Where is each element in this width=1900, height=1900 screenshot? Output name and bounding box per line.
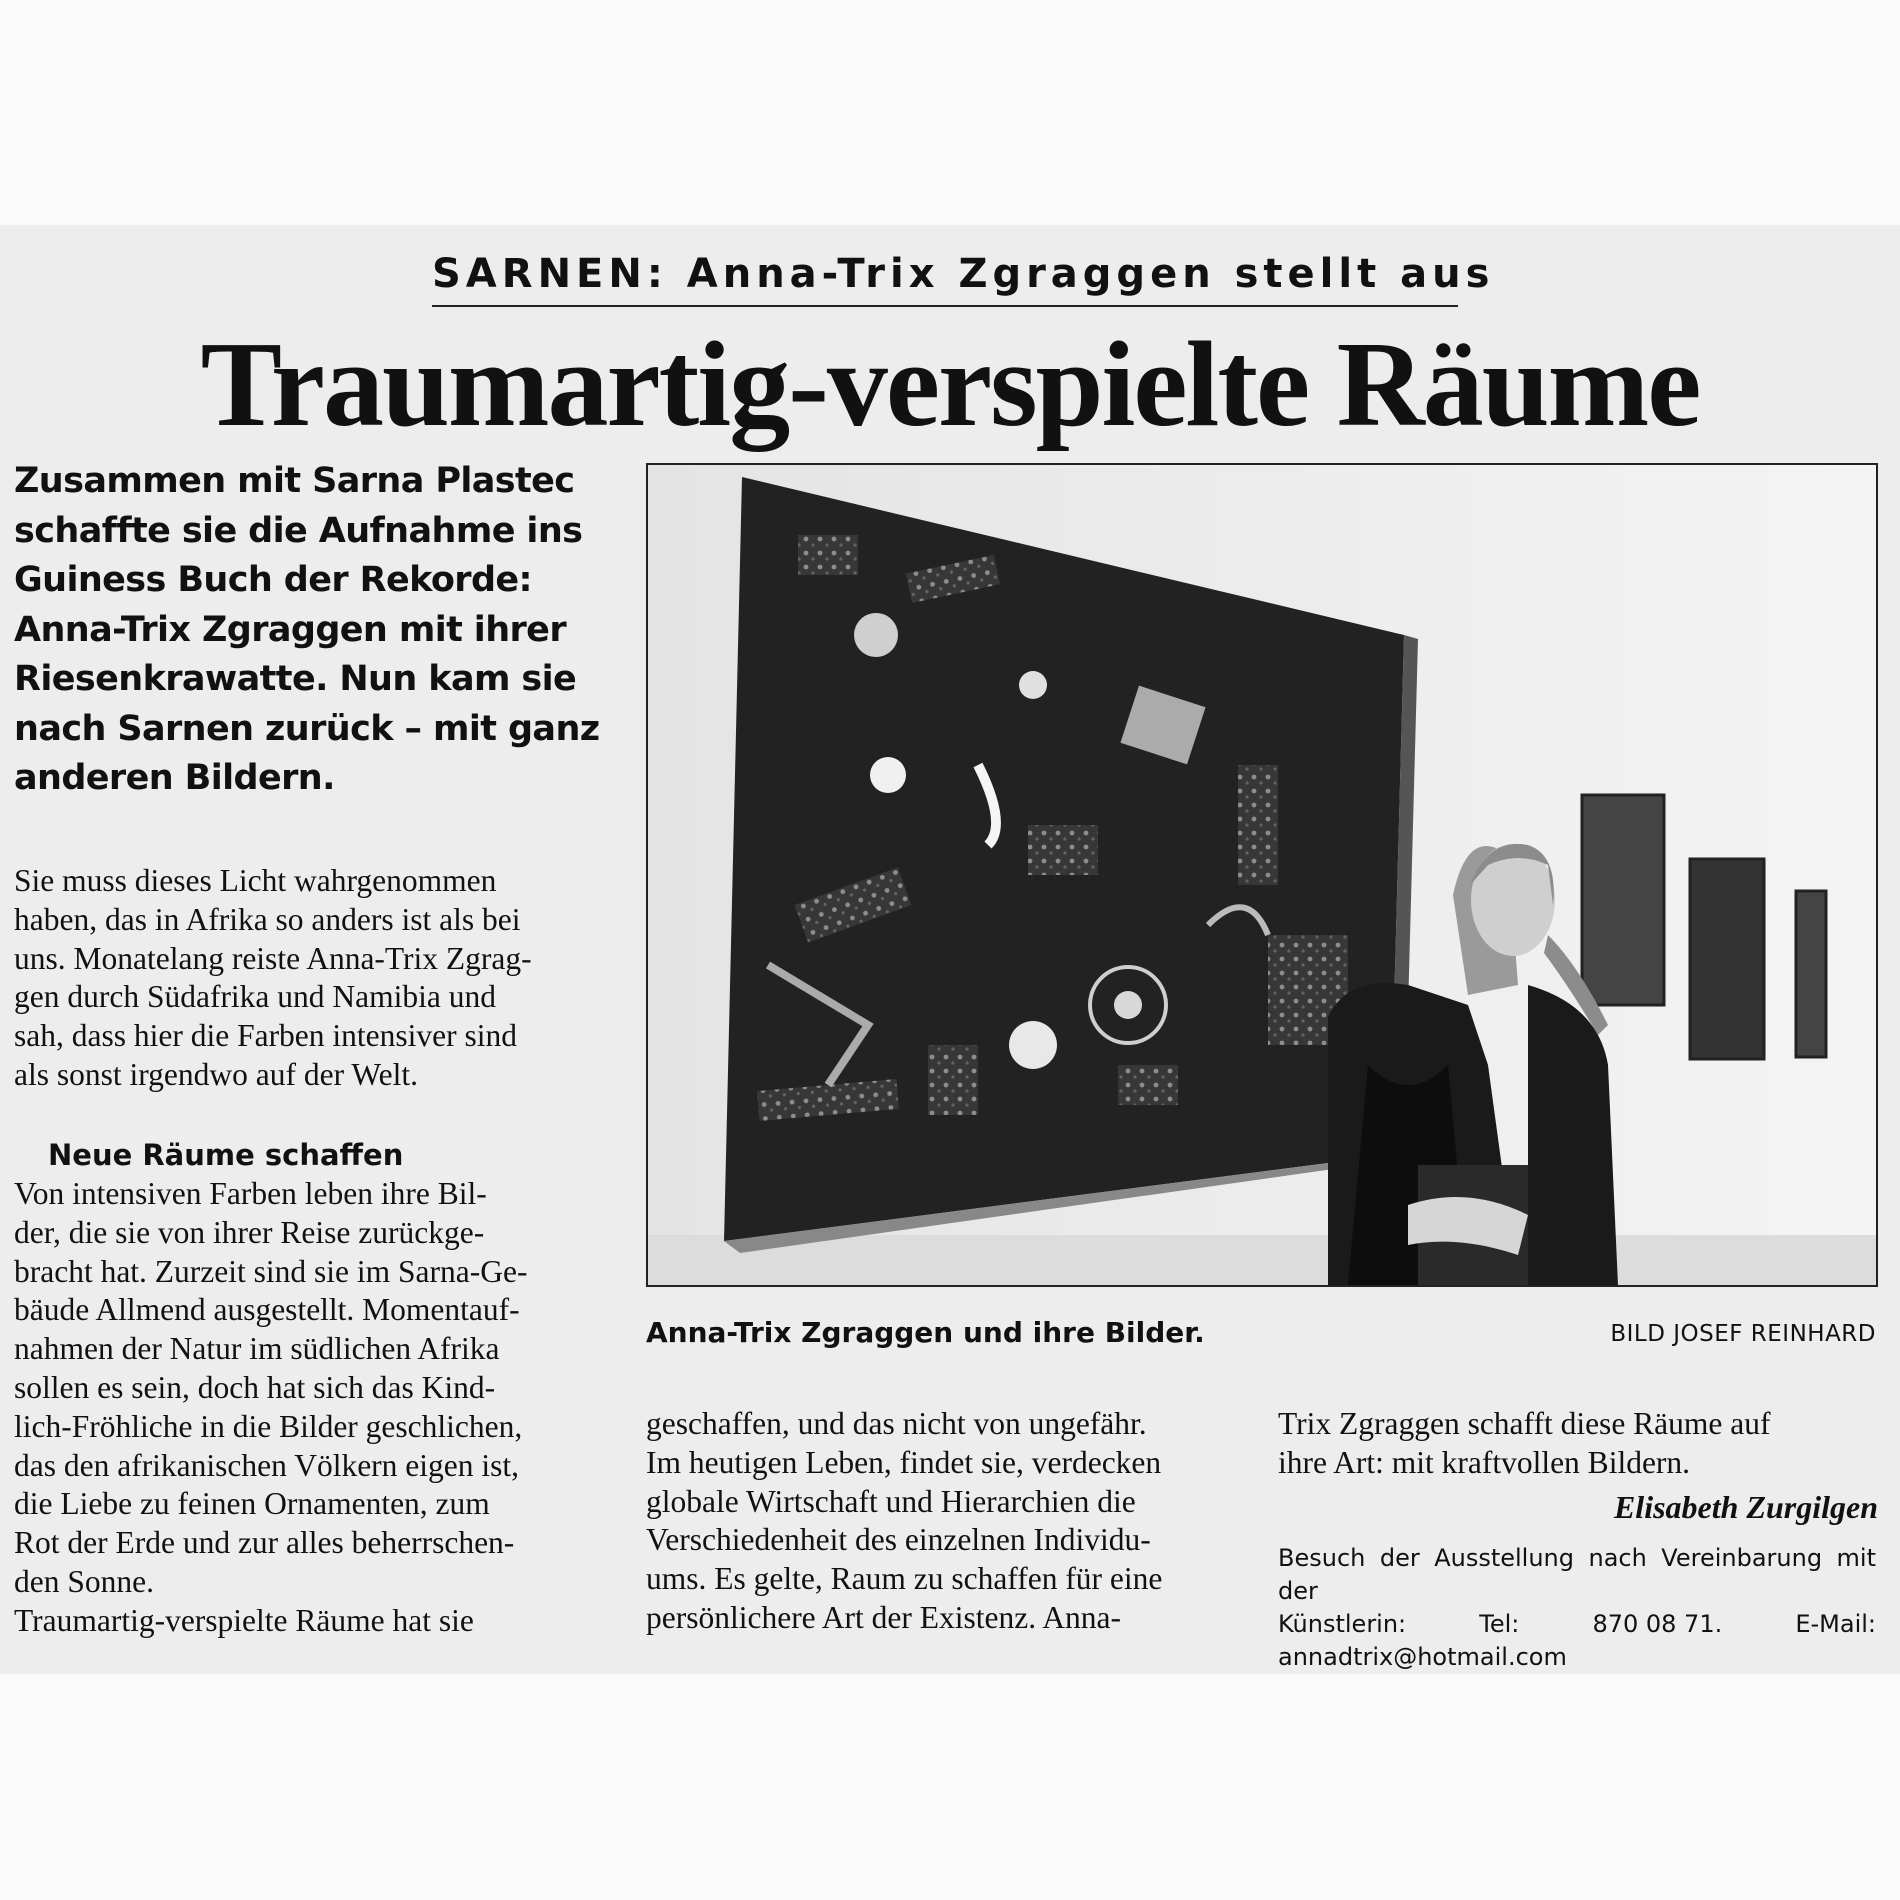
- contact-phone-line: [1278, 1608, 1876, 1641]
- contact-line: Besuch der Ausstellung nach Vereinbarung mit der: [1278, 1544, 1876, 1605]
- body-column-2: geschaffen, und das nicht von ungefähr. Im heutigen Leben, findet sie, verdecken globale Wirtschaft und Hierarchien die Verschiedenheit des einzelnen Individu- ums. Es gelte, Raum zu schaffen für eine persönlichere Art der Existenz. Anna-: [646, 1406, 1163, 1635]
- lead-paragraph: Zusammen mit Sarna Plastec schaffte sie die Aufnahme ins Guiness Buch der Rekorde: Anna-Trix Zgraggen mit ihrer Riesenkrawatte. Nun kam sie nach Sarnen zurück – mit ganz anderen Bildern.: [14, 461, 600, 798]
- headline: Traumartig-verspielte Räume: [200, 317, 1700, 452]
- photo-credit: BILD JOSEF REINHARD: [1610, 1321, 1876, 1347]
- photo-caption: Anna-Trix Zgraggen und ihre Bilder.: [646, 1316, 1205, 1349]
- intro-paragraph: Sie muss dieses Licht wahrgenommen haben, das in Afrika so anders ist als bei uns. Monatelang reiste Anna-Trix Zgrag- gen durch Südafrika und Namibia und sah, dass hier die Farben intensiver sind als sonst irgendwo auf der Welt.: [14, 863, 532, 1092]
- article-photo: [646, 463, 1878, 1287]
- photo-illustration: [648, 465, 1876, 1285]
- tel-label: Tel:: [1479, 1610, 1520, 1638]
- email-address: annadtrix@hotmail.com: [1278, 1643, 1567, 1671]
- email-label: E-Mail:: [1795, 1610, 1876, 1638]
- contact-info: [1278, 1542, 1876, 1674]
- phone-number: 870 08 71.: [1592, 1610, 1723, 1638]
- body-column-1: Von intensiven Farben leben ihre Bil- der, die sie von ihrer Reise zurückge- bracht hat. Zurzeit sind sie im Sarna-Ge- bäude Allmend ausgestellt. Momentauf- nahmen der Natur im südlichen Afrika sollen es sein, doch hat sich das Kind- lich-Fröhliche in die Bilder geschlichen, das den afrikanischen Völkern eigen ist, die Liebe zu feinen Ornamenten, zum Rot der Erde und zur alles beherrschen- den Sonne. Traumartig-verspielte Räume hat sie: [14, 1176, 528, 1638]
- small-painting: [1796, 891, 1826, 1057]
- subheading: Neue Räume schaffen: [48, 1138, 404, 1172]
- small-painting: [1690, 859, 1764, 1059]
- kicker-line: SARNEN: Anna-Trix Zgraggen stellt aus: [432, 243, 1458, 307]
- author-byline: Elisabeth Zurgilgen: [1613, 1489, 1878, 1525]
- body-column-3: Trix Zgraggen schafft diese Räume auf ihre Art: mit kraftvollen Bildern.: [1278, 1406, 1771, 1480]
- newspaper-clipping: [0, 225, 1900, 1674]
- artist-label: Künstlerin:: [1278, 1610, 1407, 1638]
- small-painting: [1582, 795, 1664, 1005]
